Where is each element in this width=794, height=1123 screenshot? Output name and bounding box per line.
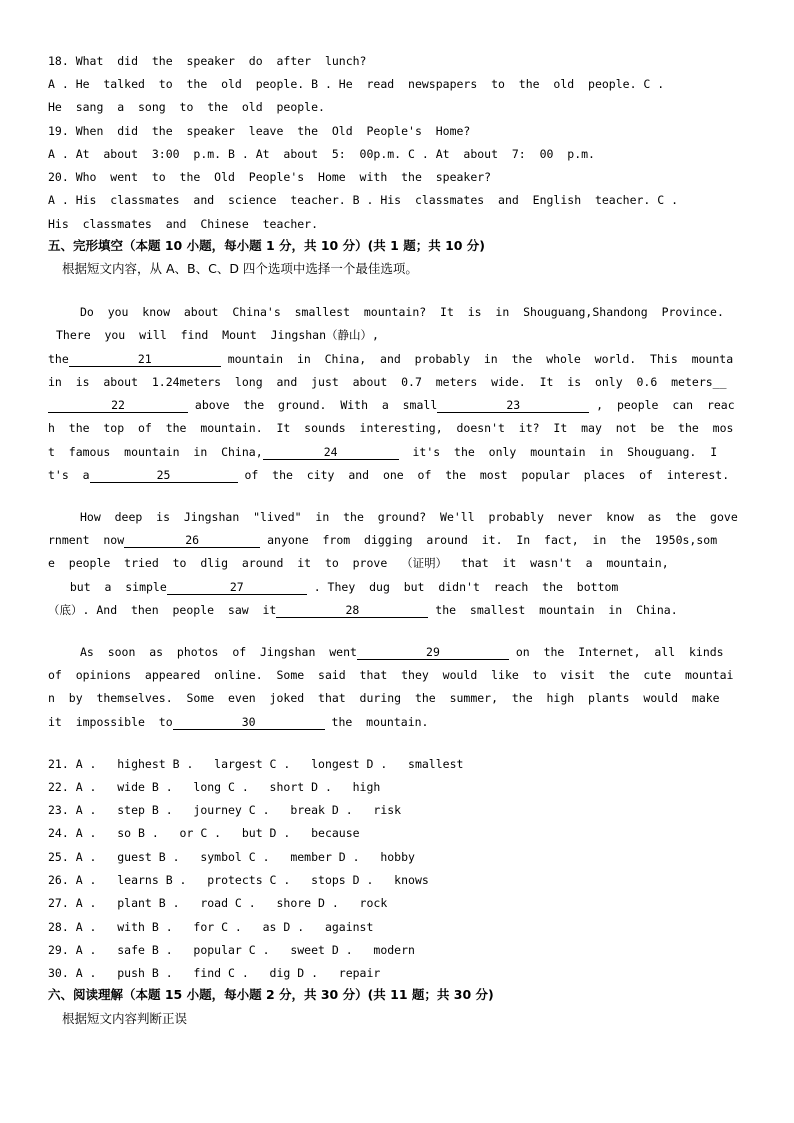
blank-29[interactable]: 29 [357, 645, 509, 660]
blank-21[interactable]: 21 [69, 352, 221, 367]
blank-23[interactable]: 23 [437, 398, 589, 413]
passage-line: 22 above the ground. With a small 23 , people can reac [48, 396, 748, 414]
blank-28[interactable]: 28 [276, 603, 428, 618]
section-6-instruction: 根据短文内容判断正误 [62, 1011, 188, 1026]
option-line-27: 27. A . plant B . road C . shore D . rock [48, 896, 388, 910]
blank-25[interactable]: 25 [90, 468, 238, 483]
blank-24[interactable]: 24 [263, 445, 399, 460]
option-line-28: 28. A . with B . for C . as D . against [48, 920, 374, 934]
question-19: 19. When did the speaker leave the Old People's Home? [48, 124, 471, 138]
option-line-23: 23. A . step B . journey C . break D . risk [48, 803, 402, 817]
blank-22[interactable]: 22 [48, 398, 188, 413]
question-20-options-line2: His classmates and Chinese teacher. [48, 217, 319, 231]
passage-line: t famous mountain in China, 24 it's the only mountain in Shouguang. I [48, 445, 718, 459]
question-20-options-line1: A . His classmates and science teacher. B . His classmates and English teacher. C . [48, 193, 679, 207]
passage-line: As soon as photos of Jingshan went 29 on the Internet, all kinds [80, 645, 724, 659]
option-line-29: 29. A . safe B . popular C . sweet D . modern [48, 943, 415, 957]
section-5-heading: 五、完形填空（本题 10 小题，每小题 1 分，共 10 分）(共 1 题；共 10 分) [48, 238, 486, 253]
passage-line: e people tried to dlig around it to prove （证明） that it wasn't a mountain, [48, 556, 669, 570]
blank-27[interactable]: 27 [167, 580, 307, 595]
blank-26[interactable]: 26 [124, 533, 260, 548]
passage-line: rnment now 26 anyone from digging around it. In fact, in the 1950s,som [48, 533, 718, 547]
passage-line: the 21 mountain in China, and probably in the whole world. This mounta [48, 352, 734, 366]
section-5-instruction: 根据短文内容，从 A、B、C、D 四个选项中选择一个最佳选项。 [62, 261, 418, 276]
question-18-options-line1: A . He talked to the old people. B . He read newspapers to the old people. C . [48, 77, 665, 91]
passage-line: it impossible to 30 the mountain. [48, 715, 429, 729]
option-line-25: 25. A . guest B . symbol C . member D . hobby [48, 850, 415, 864]
passage-line: （底）. And then people saw it 28 the smallest mountain in China. [48, 603, 678, 617]
question-18-options-line2: He sang a song to the old people. [48, 100, 325, 114]
option-line-30: 30. A . push B . find C . dig D . repair [48, 966, 381, 980]
option-line-22: 22. A . wide B . long C . short D . high [48, 780, 381, 794]
question-20: 20. Who went to the Old People's Home with the speaker? [48, 170, 492, 184]
passage-line: There you will find Mount Jingshan（静山）, [56, 328, 379, 342]
passage-line: h the top of the mountain. It sounds interesting, doesn't it? It may not be the mos [48, 421, 734, 435]
passage-line: but a simple 27 . They dug but didn't reach the bottom [56, 580, 619, 594]
question-18: 18. What did the speaker do after lunch? [48, 54, 367, 68]
passage-line: How deep is Jingshan "lived" in the ground? We'll probably never know as the gove [80, 510, 738, 524]
option-line-21: 21. A . highest B . largest C . longest D . smallest [48, 757, 464, 771]
passage-line: of opinions appeared online. Some said that they would like to visit the cute mountai [48, 668, 734, 682]
passage-line: Do you know about China's smallest mountain? It is in Shouguang,Shandong Province. [80, 305, 724, 319]
passage-line: n by themselves. Some even joked that during the summer, the high plants would make [48, 691, 720, 705]
section-6-heading: 六、阅读理解（本题 15 小题，每小题 2 分，共 30 分）(共 11 题；共 30 分) [48, 987, 494, 1002]
question-19-options: A . At about 3:00 p.m. B . At about 5: 00p.m. C . At about 7: 00 p.m. [48, 147, 595, 161]
blank-30[interactable]: 30 [173, 715, 325, 730]
option-line-26: 26. A . learns B . protects C . stops D . knows [48, 873, 429, 887]
passage-line: t's a 25 of the city and one of the most popular places of interest. [48, 468, 730, 482]
option-line-24: 24. A . so B . or C . but D . because [48, 826, 360, 840]
passage-line: in is about 1.24meters long and just about 0.7 meters wide. It is only 0.6 meters__ [48, 375, 727, 389]
